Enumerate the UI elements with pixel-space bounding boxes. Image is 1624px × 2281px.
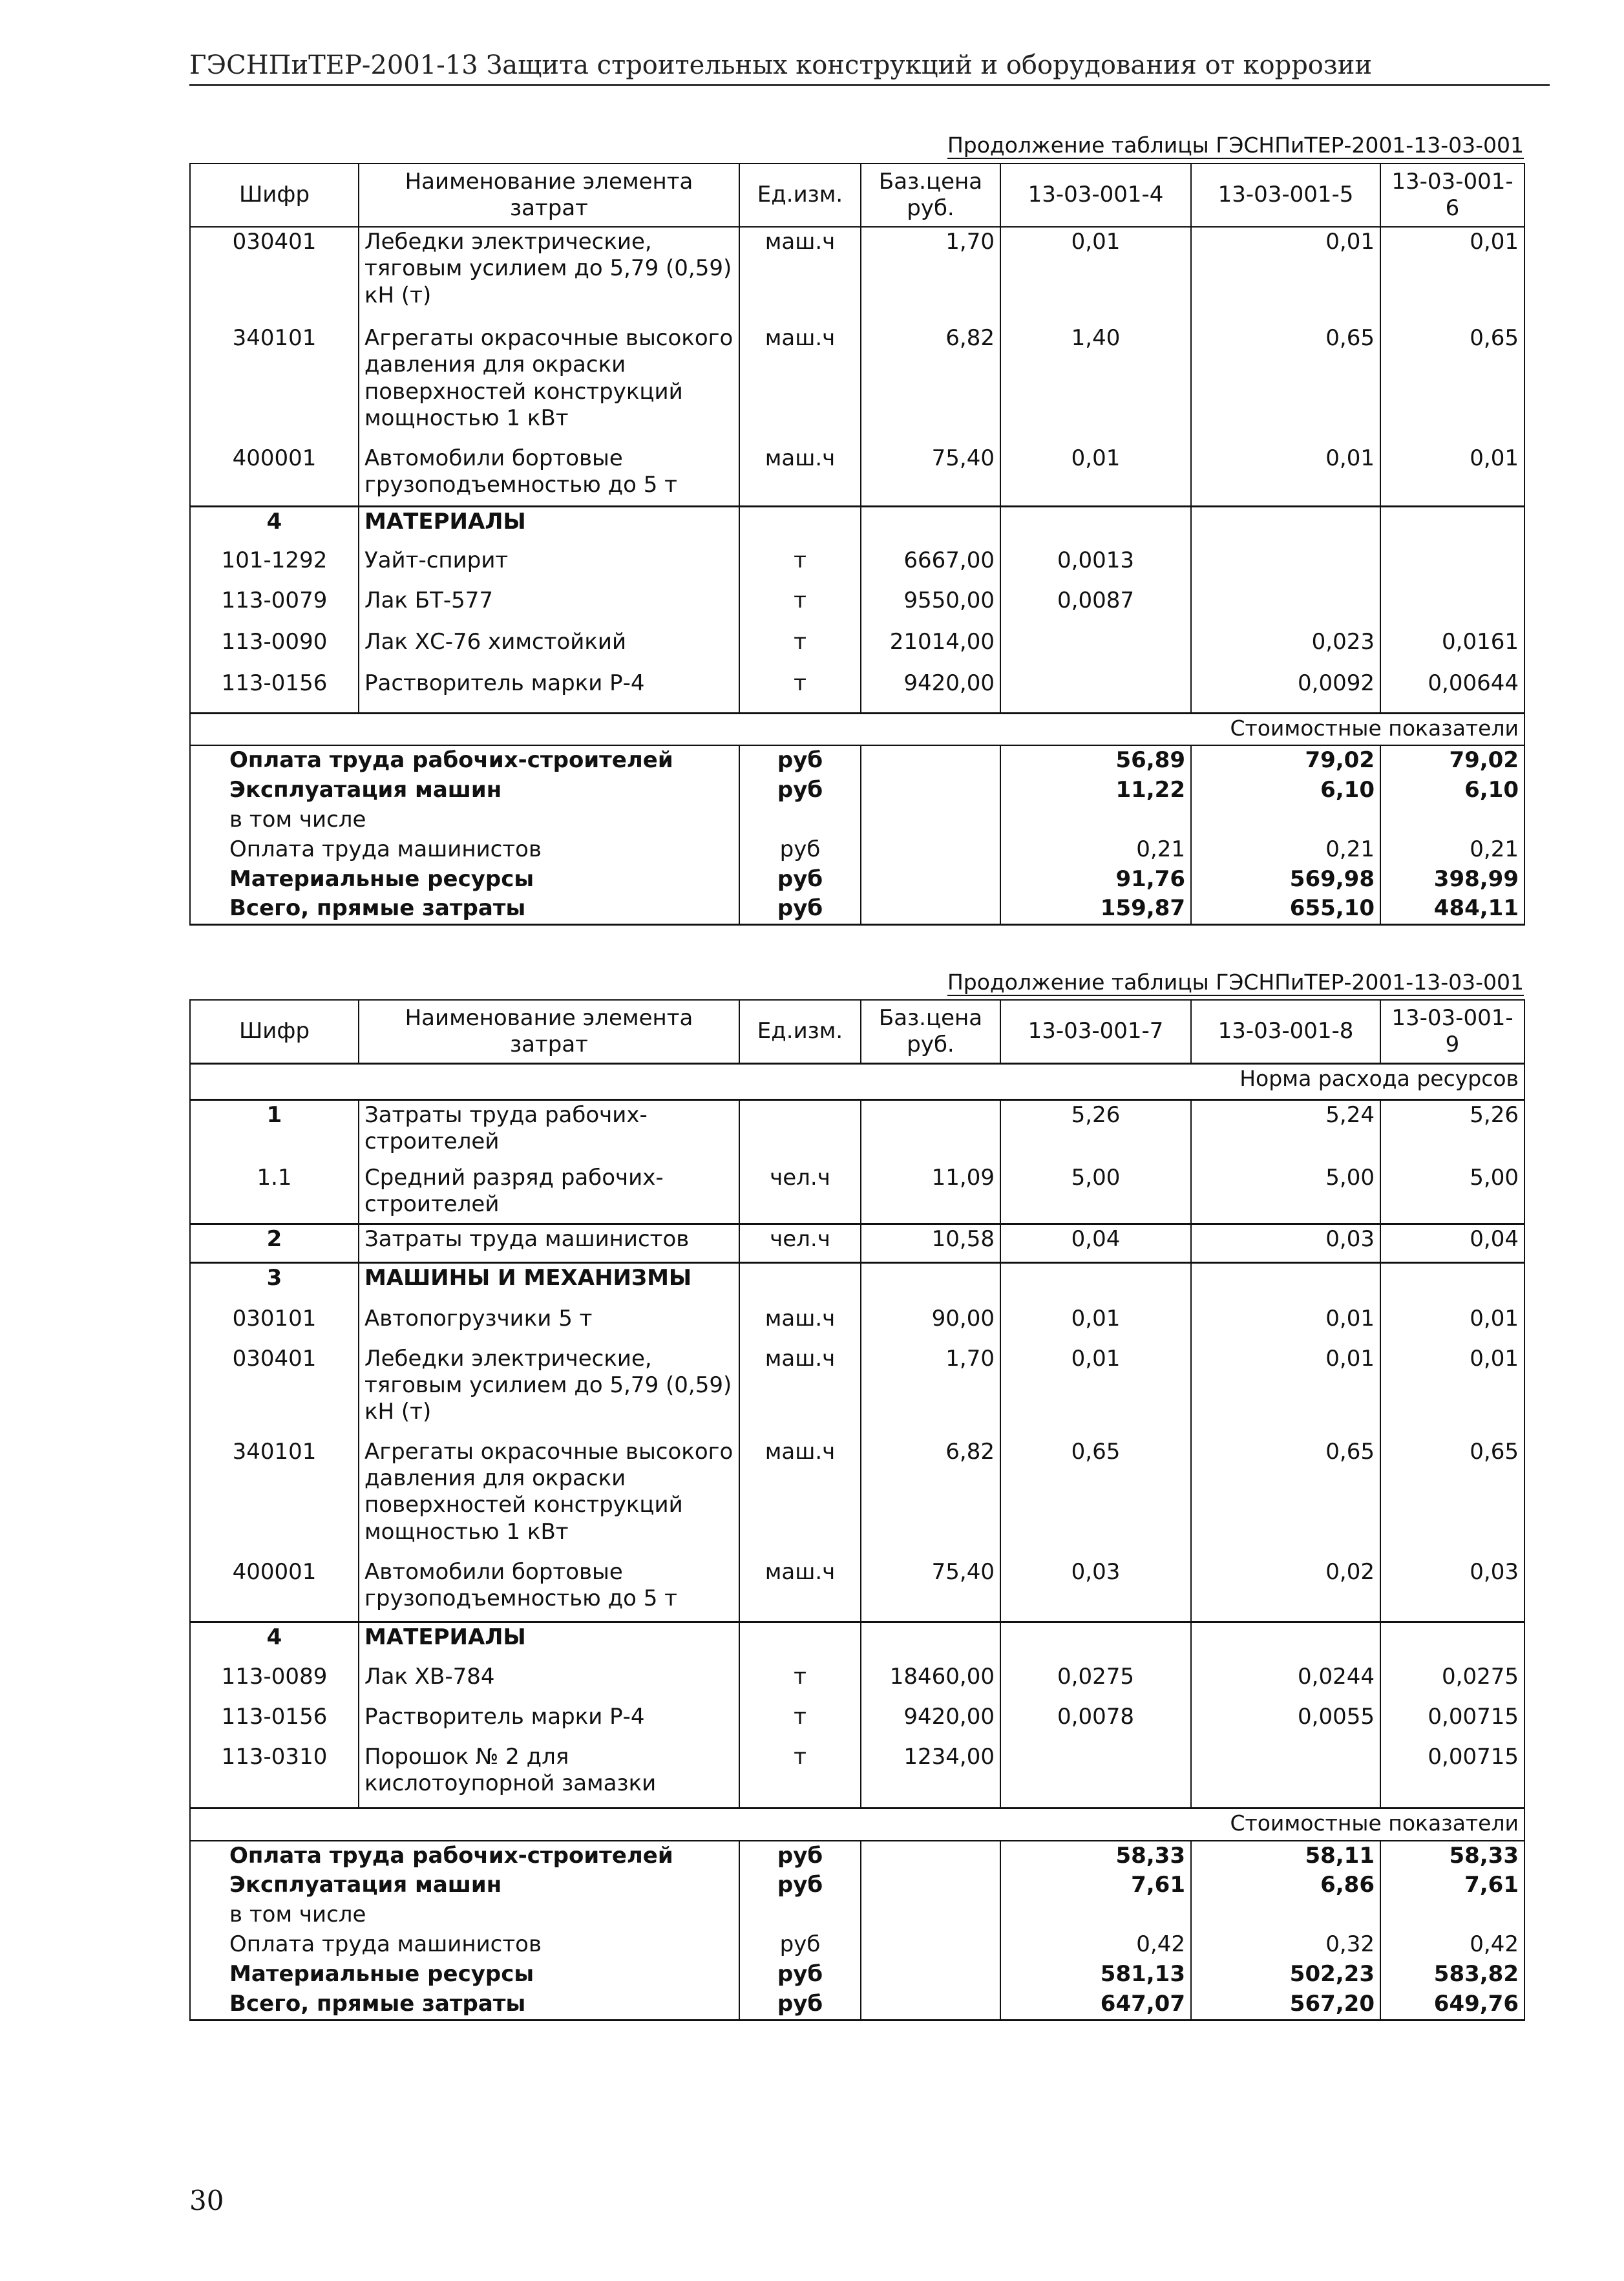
row-value-2: 5,00 xyxy=(1191,1163,1380,1224)
row-name: Лебедки электрические, тяговым усилием до 5,79 (0,59) кН (т) xyxy=(359,1344,739,1438)
section-row-materials xyxy=(190,1622,1524,1662)
row-unit: т xyxy=(739,546,861,586)
column-header-unit: Ед.изм. xyxy=(739,164,861,227)
row-value-1: 0,01 xyxy=(1000,1304,1191,1344)
section-row-materials xyxy=(190,506,1524,546)
resource-table-2 xyxy=(189,999,1525,2021)
column-header-code-3: 13-03-001-6 xyxy=(1380,164,1524,227)
total-unit: руб xyxy=(739,865,861,895)
row-value-1 xyxy=(1000,669,1191,713)
total-label: Эксплуатация машин xyxy=(190,776,739,805)
row-name: Лак БТ-577 xyxy=(359,586,739,628)
total-value-2: 502,23 xyxy=(1191,1960,1380,1989)
row-code: 340101 xyxy=(190,1438,359,1558)
total-unit: руб xyxy=(739,894,861,924)
row-code: 030101 xyxy=(190,1304,359,1344)
total-value-1 xyxy=(1000,1900,1191,1930)
table-row xyxy=(190,1344,1524,1438)
total-unit: руб xyxy=(739,745,861,776)
row-value-1 xyxy=(1000,1743,1191,1809)
row-value-2: 5,24 xyxy=(1191,1100,1380,1163)
table-row xyxy=(190,669,1524,713)
column-header-name: Наименование элемента затрат xyxy=(359,1000,739,1064)
total-label: Оплата труда машинистов xyxy=(190,835,739,865)
total-unit: руб xyxy=(739,1930,861,1960)
row-value-1: 5,00 xyxy=(1000,1163,1191,1224)
row-value-1: 0,01 xyxy=(1000,444,1191,506)
total-unit: руб xyxy=(739,776,861,805)
row-value-1: 0,01 xyxy=(1000,1344,1191,1438)
row-code: 101-1292 xyxy=(190,546,359,586)
total-value-3: 0,21 xyxy=(1380,835,1524,865)
column-header-code-1: 13-03-001-4 xyxy=(1000,164,1191,227)
row-price: 6,82 xyxy=(861,1438,1000,1558)
row-value-3: 0,0275 xyxy=(1380,1662,1524,1703)
total-unit: руб xyxy=(739,835,861,865)
running-header: ГЭСНПиТЕР-2001-13 Защита строительных конструкций и оборудования от коррозии xyxy=(189,50,1550,86)
resource-table-1 xyxy=(189,163,1525,926)
row-value-3: 5,26 xyxy=(1380,1100,1524,1163)
total-value-2: 569,98 xyxy=(1191,865,1380,895)
row-name: Лак ХС-76 химстойкий xyxy=(359,628,739,669)
row-unit: маш.ч xyxy=(739,1438,861,1558)
row-unit: т xyxy=(739,1743,861,1809)
row-value-1: 0,04 xyxy=(1000,1224,1191,1263)
total-value-2 xyxy=(1191,1900,1380,1930)
row-code: 030401 xyxy=(190,227,359,324)
row-value-1: 0,65 xyxy=(1000,1438,1191,1558)
row-name: Лебедки электрические, тяговым усилием до 5,79 (0,59) кН (т) xyxy=(359,227,739,324)
row-value-1: 5,26 xyxy=(1000,1100,1191,1163)
row-unit: маш.ч xyxy=(739,324,861,444)
continuation-label: Продолжение таблицы ГЭСНПиТЕР-2001-13-03-001 xyxy=(947,970,1524,995)
total-label: Эксплуатация машин xyxy=(190,1871,739,1900)
row-value-3: 0,65 xyxy=(1380,1438,1524,1558)
total-value-3: 484,11 xyxy=(1380,894,1524,924)
table-row xyxy=(190,1743,1524,1809)
row-unit: т xyxy=(739,669,861,713)
row-code: 1.1 xyxy=(190,1163,359,1224)
row-value-3: 0,01 xyxy=(1380,227,1524,324)
total-label: Оплата труда рабочих-строителей xyxy=(190,745,739,776)
row-name: Порошок № 2 для кислотоупорной замазки xyxy=(359,1743,739,1809)
row-name: Автомобили бортовые грузоподъемностью до 5 т xyxy=(359,1558,739,1622)
row-unit: чел.ч xyxy=(739,1224,861,1263)
row-name: Агрегаты окрасочные высокого давления для окраски поверхностей конструкций мощностью 1 кВт xyxy=(359,1438,739,1558)
table-row xyxy=(190,1438,1524,1558)
section-code: 3 xyxy=(190,1263,359,1304)
row-value-1 xyxy=(1000,628,1191,669)
row-price: 75,40 xyxy=(861,1558,1000,1622)
row-code: 113-0310 xyxy=(190,1743,359,1809)
table-row xyxy=(190,1224,1524,1263)
total-row xyxy=(190,894,1524,924)
section-title: МАТЕРИАЛЫ xyxy=(359,506,739,546)
total-value-3: 79,02 xyxy=(1380,745,1524,776)
row-unit: маш.ч xyxy=(739,1558,861,1622)
total-label: Оплата труда рабочих-строителей xyxy=(190,1841,739,1871)
row-value-2: 0,02 xyxy=(1191,1558,1380,1622)
row-unit: чел.ч xyxy=(739,1163,861,1224)
total-row xyxy=(190,805,1524,835)
column-header-code-2: 13-03-001-8 xyxy=(1191,1000,1380,1064)
total-value-1: 159,87 xyxy=(1000,894,1191,924)
total-value-1: 647,07 xyxy=(1000,1989,1191,2020)
row-name: Затраты труда рабочих-строителей xyxy=(359,1100,739,1163)
cost-indicators-band xyxy=(190,1809,1524,1841)
section-code: 4 xyxy=(190,506,359,546)
row-price: 6667,00 xyxy=(861,546,1000,586)
row-value-1: 1,40 xyxy=(1000,324,1191,444)
row-value-3: 0,00715 xyxy=(1380,1703,1524,1743)
row-value-2 xyxy=(1191,1743,1380,1809)
total-label: Материальные ресурсы xyxy=(190,865,739,895)
total-row xyxy=(190,745,1524,776)
row-unit: т xyxy=(739,1703,861,1743)
total-label: в том числе xyxy=(190,805,739,835)
total-value-1: 91,76 xyxy=(1000,865,1191,895)
total-unit: руб xyxy=(739,1871,861,1900)
total-value-1: 0,21 xyxy=(1000,835,1191,865)
total-label: в том числе xyxy=(190,1900,739,1930)
total-unit xyxy=(739,1900,861,1930)
row-value-3: 0,65 xyxy=(1380,324,1524,444)
total-row xyxy=(190,1989,1524,2020)
column-header-price: Баз.цена руб. xyxy=(861,164,1000,227)
section-row-machines xyxy=(190,1263,1524,1304)
row-price: 1,70 xyxy=(861,1344,1000,1438)
total-label: Всего, прямые затраты xyxy=(190,1989,739,2020)
total-label: Оплата труда машинистов xyxy=(190,1930,739,1960)
continuation-label: Продолжение таблицы ГЭСНПиТЕР-2001-13-03-001 xyxy=(947,133,1524,158)
row-value-3: 0,00715 xyxy=(1380,1743,1524,1809)
total-row xyxy=(190,1930,1524,1960)
row-value-2: 0,65 xyxy=(1191,324,1380,444)
row-value-3: 0,04 xyxy=(1380,1224,1524,1263)
table-row xyxy=(190,1662,1524,1703)
total-value-1: 7,61 xyxy=(1000,1871,1191,1900)
total-value-3 xyxy=(1380,805,1524,835)
row-value-2: 0,01 xyxy=(1191,1344,1380,1438)
section-title: МАШИНЫ И МЕХАНИЗМЫ xyxy=(359,1263,739,1304)
row-code: 1 xyxy=(190,1100,359,1163)
table-header-row xyxy=(190,164,1524,227)
row-price: 75,40 xyxy=(861,444,1000,506)
row-name: Лак ХВ-784 xyxy=(359,1662,739,1703)
row-code: 113-0156 xyxy=(190,1703,359,1743)
total-value-2: 655,10 xyxy=(1191,894,1380,924)
table-row xyxy=(190,444,1524,506)
total-value-3: 6,10 xyxy=(1380,776,1524,805)
row-value-2 xyxy=(1191,586,1380,628)
row-name: Растворитель марки Р-4 xyxy=(359,1703,739,1743)
row-value-2: 0,03 xyxy=(1191,1224,1380,1263)
row-price: 6,82 xyxy=(861,324,1000,444)
row-code: 030401 xyxy=(190,1344,359,1438)
total-value-2: 0,32 xyxy=(1191,1930,1380,1960)
row-value-3 xyxy=(1380,586,1524,628)
total-value-3: 583,82 xyxy=(1380,1960,1524,1989)
total-value-2: 0,21 xyxy=(1191,835,1380,865)
column-header-unit: Ед.изм. xyxy=(739,1000,861,1064)
table-row xyxy=(190,628,1524,669)
row-code: 340101 xyxy=(190,324,359,444)
column-header-code-2: 13-03-001-5 xyxy=(1191,164,1380,227)
norm-band xyxy=(190,1064,1524,1100)
page-number: 30 xyxy=(189,2185,224,2216)
table-row xyxy=(190,1304,1524,1344)
row-value-2: 0,0092 xyxy=(1191,669,1380,713)
row-value-1: 0,0013 xyxy=(1000,546,1191,586)
row-value-1: 0,0275 xyxy=(1000,1662,1191,1703)
row-code: 2 xyxy=(190,1224,359,1263)
total-row xyxy=(190,776,1524,805)
cost-indicators-title: Стоимостные показатели xyxy=(190,1809,1524,1841)
total-value-1: 581,13 xyxy=(1000,1960,1191,1989)
row-code: 113-0156 xyxy=(190,669,359,713)
row-unit: маш.ч xyxy=(739,1304,861,1344)
row-value-2: 0,01 xyxy=(1191,227,1380,324)
row-value-2: 0,65 xyxy=(1191,1438,1380,1558)
total-value-1: 11,22 xyxy=(1000,776,1191,805)
column-header-code: Шифр xyxy=(190,164,359,227)
total-unit: руб xyxy=(739,1841,861,1871)
row-value-3: 0,01 xyxy=(1380,1344,1524,1438)
total-value-2: 58,11 xyxy=(1191,1841,1380,1871)
row-price: 1234,00 xyxy=(861,1743,1000,1809)
total-row xyxy=(190,1960,1524,1989)
row-price: 18460,00 xyxy=(861,1662,1000,1703)
table-header-row xyxy=(190,1000,1524,1064)
row-value-1: 0,01 xyxy=(1000,227,1191,324)
row-value-3: 0,01 xyxy=(1380,444,1524,506)
total-value-2: 6,86 xyxy=(1191,1871,1380,1900)
column-header-name: Наименование элемента затрат xyxy=(359,164,739,227)
row-name: Агрегаты окрасочные высокого давления для окраски поверхностей конструкций мощностью 1 кВт xyxy=(359,324,739,444)
row-value-2: 0,023 xyxy=(1191,628,1380,669)
total-row xyxy=(190,865,1524,895)
column-header-code-1: 13-03-001-7 xyxy=(1000,1000,1191,1064)
table-row xyxy=(190,586,1524,628)
row-value-2: 0,01 xyxy=(1191,444,1380,506)
row-price: 11,09 xyxy=(861,1163,1000,1224)
table-row xyxy=(190,1163,1524,1224)
total-value-3: 58,33 xyxy=(1380,1841,1524,1871)
total-row xyxy=(190,835,1524,865)
row-unit: маш.ч xyxy=(739,227,861,324)
row-value-2: 0,0055 xyxy=(1191,1703,1380,1743)
row-price: 21014,00 xyxy=(861,628,1000,669)
table-row xyxy=(190,546,1524,586)
row-price: 9550,00 xyxy=(861,586,1000,628)
total-value-3: 0,42 xyxy=(1380,1930,1524,1960)
row-name: Автомобили бортовые грузоподъемностью до 5 т xyxy=(359,444,739,506)
total-value-1: 56,89 xyxy=(1000,745,1191,776)
total-row xyxy=(190,1900,1524,1930)
row-unit xyxy=(739,1100,861,1163)
total-value-3: 398,99 xyxy=(1380,865,1524,895)
total-value-2 xyxy=(1191,805,1380,835)
row-price: 10,58 xyxy=(861,1224,1000,1263)
row-value-1: 0,0078 xyxy=(1000,1703,1191,1743)
row-unit: т xyxy=(739,628,861,669)
row-value-2: 0,01 xyxy=(1191,1304,1380,1344)
total-label: Всего, прямые затраты xyxy=(190,894,739,924)
cost-indicators-title: Стоимостные показатели xyxy=(190,713,1524,745)
row-code: 113-0089 xyxy=(190,1662,359,1703)
row-value-3: 0,03 xyxy=(1380,1558,1524,1622)
row-value-3: 0,01 xyxy=(1380,1304,1524,1344)
column-header-price: Баз.цена руб. xyxy=(861,1000,1000,1064)
row-unit: т xyxy=(739,1662,861,1703)
row-code: 400001 xyxy=(190,444,359,506)
row-value-2 xyxy=(1191,546,1380,586)
row-value-1: 0,0087 xyxy=(1000,586,1191,628)
row-value-3: 0,0161 xyxy=(1380,628,1524,669)
total-value-3: 649,76 xyxy=(1380,1989,1524,2020)
total-row xyxy=(190,1871,1524,1900)
table-row xyxy=(190,227,1524,324)
row-value-1: 0,03 xyxy=(1000,1558,1191,1622)
table-row xyxy=(190,1558,1524,1622)
total-value-1 xyxy=(1000,805,1191,835)
row-name: Затраты труда машинистов xyxy=(359,1224,739,1263)
table-row xyxy=(190,1703,1524,1743)
row-name: Растворитель марки Р-4 xyxy=(359,669,739,713)
total-label: Материальные ресурсы xyxy=(190,1960,739,1989)
row-name: Автопогрузчики 5 т xyxy=(359,1304,739,1344)
row-unit: т xyxy=(739,586,861,628)
row-code: 113-0079 xyxy=(190,586,359,628)
row-value-3: 5,00 xyxy=(1380,1163,1524,1224)
table-row xyxy=(190,324,1524,444)
row-value-3 xyxy=(1380,546,1524,586)
total-row xyxy=(190,1841,1524,1871)
total-value-1: 58,33 xyxy=(1000,1841,1191,1871)
row-name: Уайт-спирит xyxy=(359,546,739,586)
row-unit: маш.ч xyxy=(739,444,861,506)
total-unit: руб xyxy=(739,1989,861,2020)
total-value-1: 0,42 xyxy=(1000,1930,1191,1960)
total-value-3 xyxy=(1380,1900,1524,1930)
row-code: 400001 xyxy=(190,1558,359,1622)
total-unit xyxy=(739,805,861,835)
row-name: Средний разряд рабочих-строителей xyxy=(359,1163,739,1224)
total-value-2: 6,10 xyxy=(1191,776,1380,805)
section-title: МАТЕРИАЛЫ xyxy=(359,1622,739,1662)
cost-indicators-band xyxy=(190,713,1524,745)
section-code: 4 xyxy=(190,1622,359,1662)
row-code: 113-0090 xyxy=(190,628,359,669)
norm-title: Норма расхода ресурсов xyxy=(190,1064,1524,1100)
row-value-3: 0,00644 xyxy=(1380,669,1524,713)
row-value-2: 0,0244 xyxy=(1191,1662,1380,1703)
row-price: 90,00 xyxy=(861,1304,1000,1344)
row-price: 9420,00 xyxy=(861,1703,1000,1743)
total-value-3: 7,61 xyxy=(1380,1871,1524,1900)
row-price: 1,70 xyxy=(861,227,1000,324)
total-value-2: 79,02 xyxy=(1191,745,1380,776)
table-row xyxy=(190,1100,1524,1163)
total-unit: руб xyxy=(739,1960,861,1989)
row-unit: маш.ч xyxy=(739,1344,861,1438)
total-value-2: 567,20 xyxy=(1191,1989,1380,2020)
row-price: 9420,00 xyxy=(861,669,1000,713)
column-header-code-3: 13-03-001-9 xyxy=(1380,1000,1524,1064)
column-header-code: Шифр xyxy=(190,1000,359,1064)
row-price xyxy=(861,1100,1000,1163)
